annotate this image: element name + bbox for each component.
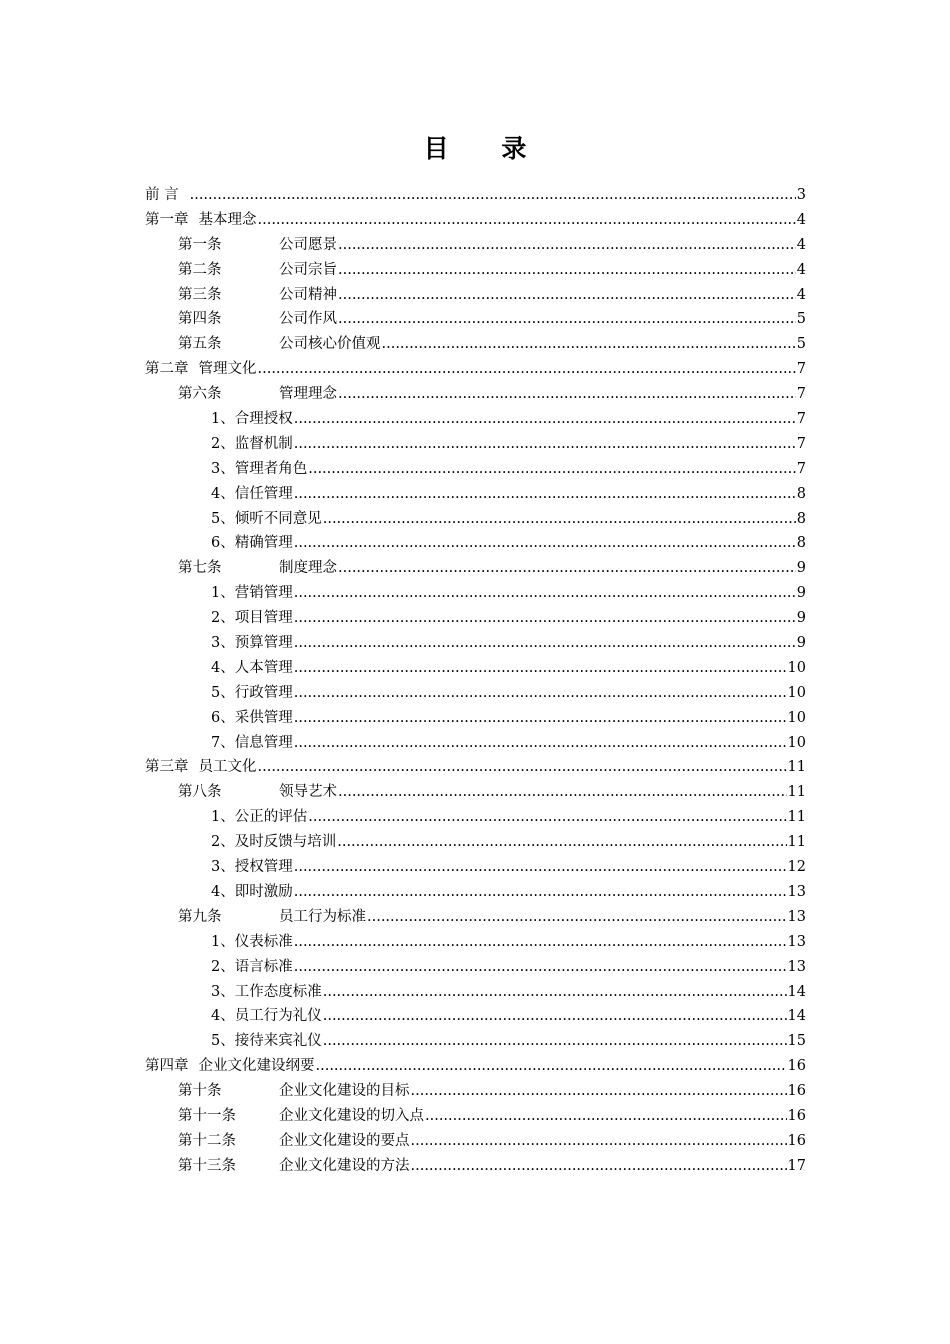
toc-dot-leader <box>258 357 796 382</box>
toc-dot-leader <box>323 1029 787 1054</box>
toc-entry-page-number: 13 <box>787 933 806 950</box>
toc-entry-page-number: 15 <box>787 1033 806 1050</box>
toc-entry[interactable] <box>145 656 806 681</box>
toc-entry[interactable] <box>145 606 806 631</box>
toc-entry-number: 6、 <box>211 709 235 726</box>
toc-entry[interactable] <box>145 706 806 731</box>
toc-entry-label: 员工行为标准 <box>279 908 366 925</box>
toc-entry-page-number: 9 <box>796 610 806 627</box>
toc-entry[interactable] <box>145 283 806 308</box>
toc-entry[interactable] <box>145 880 806 905</box>
toc-entry-label: 行政管理 <box>234 684 293 701</box>
toc-entry-number: 5、 <box>211 1033 235 1050</box>
toc-entry-label: 员工文化 <box>198 759 257 776</box>
toc-entry-label: 监督机制 <box>234 435 293 452</box>
toc-list <box>145 183 806 1179</box>
toc-entry-label: 公司愿景 <box>279 236 337 253</box>
toc-entry-number: 2、 <box>211 834 235 851</box>
toc-entry-number: 4、 <box>211 485 235 502</box>
toc-dot-leader <box>294 407 796 432</box>
toc-entry-number: 2、 <box>211 435 235 452</box>
toc-entry-page-number: 17 <box>787 1157 806 1174</box>
toc-entry-page-number: 4 <box>796 261 806 278</box>
toc-dot-leader <box>294 656 787 681</box>
toc-entry[interactable] <box>145 183 806 208</box>
toc-entry[interactable] <box>145 1029 806 1054</box>
toc-entry-number: 第七条 <box>178 560 222 577</box>
toc-entry-number: 1、 <box>211 585 235 602</box>
toc-entry-label: 合理授权 <box>234 411 293 428</box>
toc-dot-leader <box>338 382 796 407</box>
toc-entry-label: 即时激励 <box>234 883 293 900</box>
toc-dot-leader <box>294 955 787 980</box>
toc-dot-leader <box>294 531 796 556</box>
toc-entry-page-number: 11 <box>787 834 806 851</box>
toc-entry[interactable] <box>145 507 806 532</box>
toc-entry-number: 5、 <box>211 510 235 527</box>
toc-entry-label: 管理文化 <box>198 361 257 378</box>
toc-entry-label: 倾听不同意见 <box>234 510 322 527</box>
toc-entry[interactable] <box>145 1129 806 1154</box>
toc-dot-leader <box>337 830 786 855</box>
toc-entry-label: 公司宗旨 <box>279 261 337 278</box>
toc-entry[interactable] <box>145 731 806 756</box>
toc-entry[interactable] <box>145 955 806 980</box>
toc-entry[interactable] <box>145 307 806 332</box>
toc-entry-page-number: 7 <box>796 435 806 452</box>
toc-entry-number: 第五条 <box>178 336 222 353</box>
toc-entry-label: 员工行为礼仪 <box>234 1008 322 1025</box>
toc-entry[interactable] <box>145 1154 806 1179</box>
toc-entry[interactable] <box>145 208 806 233</box>
toc-entry-page-number: 14 <box>787 1008 806 1025</box>
toc-entry-label: 及时反馈与培训 <box>234 834 337 851</box>
toc-entry-number: 7、 <box>211 734 235 751</box>
toc-entry[interactable] <box>145 556 806 581</box>
toc-entry-number: 4、 <box>211 1008 235 1025</box>
toc-entry-page-number: 7 <box>796 411 806 428</box>
toc-entry-page-number: 4 <box>796 286 806 303</box>
toc-entry-number: 2、 <box>211 958 235 975</box>
toc-dot-leader <box>294 930 787 955</box>
toc-entry-number: 3、 <box>211 635 235 652</box>
toc-dot-leader <box>338 780 787 805</box>
toc-dot-leader <box>367 905 787 930</box>
toc-entry-label: 授权管理 <box>234 859 293 876</box>
toc-entry-label: 企业文化建设的要点 <box>279 1132 410 1149</box>
toc-entry-label: 企业文化建设的切入点 <box>279 1107 424 1124</box>
toc-entry-label: 管理理念 <box>279 386 337 403</box>
toc-entry-page-number: 10 <box>787 709 806 726</box>
toc-entry-label: 企业文化建设的方法 <box>279 1157 410 1174</box>
toc-entry-label: 信任管理 <box>234 485 293 502</box>
toc-dot-leader <box>294 706 787 731</box>
toc-dot-leader <box>338 556 796 581</box>
toc-dot-leader <box>316 1054 787 1079</box>
toc-entry-number: 第三条 <box>178 286 222 303</box>
toc-entry[interactable] <box>145 233 806 258</box>
toc-dot-leader <box>258 755 787 780</box>
toc-dot-leader <box>411 1129 787 1154</box>
toc-entry-number: 前 言 <box>145 187 179 203</box>
toc-entry-label: 企业文化建设的目标 <box>279 1083 410 1100</box>
toc-entry-label: 企业文化建设纲要 <box>198 1058 315 1075</box>
toc-entry-page-number: 3 <box>796 187 806 203</box>
toc-dot-leader <box>294 855 787 880</box>
toc-entry[interactable] <box>145 930 806 955</box>
toc-dot-leader <box>338 307 796 332</box>
toc-title: 目 录 <box>423 134 549 163</box>
toc-entry-page-number: 16 <box>787 1058 806 1075</box>
toc-entry[interactable] <box>145 258 806 283</box>
toc-dot-leader <box>294 681 787 706</box>
toc-dot-leader <box>338 283 796 308</box>
toc-entry-page-number: 10 <box>787 734 806 751</box>
toc-entry-page-number: 16 <box>787 1132 806 1149</box>
toc-entry-number: 4、 <box>211 883 235 900</box>
toc-entry-number: 第一条 <box>178 236 222 253</box>
toc-entry[interactable] <box>145 581 806 606</box>
toc-entry-page-number: 16 <box>787 1107 806 1124</box>
toc-dot-leader <box>294 581 796 606</box>
toc-entry-label: 语言标准 <box>234 958 293 975</box>
toc-entry-label: 预算管理 <box>234 635 293 652</box>
toc-entry-number: 1、 <box>211 809 235 826</box>
toc-entry[interactable] <box>145 457 806 482</box>
toc-entry-page-number: 10 <box>787 684 806 701</box>
toc-entry-page-number: 13 <box>787 908 806 925</box>
toc-entry[interactable] <box>145 1004 806 1029</box>
toc-entry[interactable] <box>145 1079 806 1104</box>
toc-entry-label: 营销管理 <box>234 585 293 602</box>
toc-entry-number: 第九条 <box>178 908 222 925</box>
toc-entry-number: 5、 <box>211 684 235 701</box>
toc-entry[interactable] <box>145 482 806 507</box>
toc-entry-page-number: 9 <box>796 635 806 652</box>
toc-entry-number: 第六条 <box>178 386 222 403</box>
toc-entry[interactable] <box>145 1054 806 1079</box>
toc-dot-leader <box>190 183 796 208</box>
toc-dot-leader <box>294 482 796 507</box>
toc-dot-leader <box>294 880 787 905</box>
toc-entry[interactable] <box>145 755 806 780</box>
toc-entry[interactable] <box>145 780 806 805</box>
toc-entry-label: 基本理念 <box>198 211 257 228</box>
toc-entry-number: 第十一条 <box>178 1107 236 1124</box>
toc-entry-number: 3、 <box>211 859 235 876</box>
toc-entry-page-number: 16 <box>787 1083 806 1100</box>
toc-entry-number: 第一章 <box>145 211 189 228</box>
toc-entry-number: 1、 <box>211 411 235 428</box>
toc-entry-number: 第十条 <box>178 1083 222 1100</box>
toc-entry[interactable] <box>145 980 806 1005</box>
toc-entry-page-number: 14 <box>787 983 806 1000</box>
toc-entry-page-number: 11 <box>787 759 806 776</box>
toc-entry-page-number: 7 <box>796 460 806 477</box>
toc-entry-page-number: 13 <box>787 958 806 975</box>
toc-entry-page-number: 13 <box>787 883 806 900</box>
toc-entry[interactable] <box>145 855 806 880</box>
toc-entry-page-number: 8 <box>796 510 806 527</box>
toc-entry-page-number: 12 <box>787 859 806 876</box>
toc-dot-leader <box>294 606 796 631</box>
toc-entry-label: 公司核心价值观 <box>279 336 381 353</box>
toc-entry[interactable] <box>145 332 806 357</box>
toc-entry-number: 第十三条 <box>178 1157 236 1174</box>
toc-entry[interactable] <box>145 1104 806 1129</box>
toc-entry-number: 6、 <box>211 535 235 552</box>
toc-dot-leader <box>308 457 796 482</box>
toc-dot-leader <box>425 1104 787 1129</box>
toc-dot-leader <box>411 1079 787 1104</box>
toc-entry-label: 仪表标准 <box>234 933 293 950</box>
toc-entry[interactable] <box>145 531 806 556</box>
toc-entry-number: 3、 <box>211 983 235 1000</box>
toc-dot-leader <box>308 805 786 830</box>
toc-entry-label: 工作态度标准 <box>234 983 322 1000</box>
toc-entry-number: 第四章 <box>145 1058 189 1075</box>
toc-entry-number: 第十二条 <box>178 1132 236 1149</box>
toc-entry-page-number: 8 <box>796 485 806 502</box>
toc-entry-label: 项目管理 <box>234 610 293 627</box>
toc-entry-label: 人本管理 <box>234 659 293 676</box>
toc-entry-page-number: 7 <box>796 361 806 378</box>
toc-entry-page-number: 9 <box>796 560 806 577</box>
toc-dot-leader <box>338 258 796 283</box>
toc-entry-page-number: 10 <box>787 659 806 676</box>
toc-entry-label: 信息管理 <box>234 734 293 751</box>
toc-entry-label: 公司精神 <box>279 286 337 303</box>
toc-entry-page-number: 4 <box>796 236 806 253</box>
toc-entry-page-number: 5 <box>796 336 806 353</box>
toc-dot-leader <box>323 507 796 532</box>
toc-dot-leader <box>294 432 796 457</box>
toc-entry-number: 3、 <box>211 460 235 477</box>
toc-entry-page-number: 11 <box>787 809 806 826</box>
toc-entry-number: 2、 <box>211 610 235 627</box>
toc-dot-leader <box>323 1004 787 1029</box>
toc-entry[interactable] <box>145 432 806 457</box>
toc-entry-page-number: 5 <box>796 311 806 328</box>
toc-entry-number: 第三章 <box>145 759 189 776</box>
toc-dot-leader <box>323 980 787 1005</box>
toc-entry-label: 精确管理 <box>234 535 293 552</box>
toc-entry-number: 第二章 <box>145 361 189 378</box>
toc-entry[interactable] <box>145 382 806 407</box>
toc-entry-number: 1、 <box>211 933 235 950</box>
toc-entry-label: 公司作风 <box>279 311 337 328</box>
toc-dot-leader <box>294 731 787 756</box>
toc-entry-page-number: 9 <box>796 585 806 602</box>
toc-entry-label: 公正的评估 <box>234 809 308 826</box>
toc-entry-label: 管理者角色 <box>234 460 308 477</box>
toc-dot-leader <box>338 233 796 258</box>
toc-entry-number: 4、 <box>211 659 235 676</box>
toc-entry-page-number: 4 <box>796 211 806 228</box>
toc-entry-label: 采供管理 <box>234 709 293 726</box>
toc-entry[interactable] <box>145 681 806 706</box>
toc-entry[interactable] <box>145 830 806 855</box>
toc-dot-leader <box>382 332 796 357</box>
toc-dot-leader <box>411 1154 787 1179</box>
toc-entry-label: 制度理念 <box>279 560 337 577</box>
toc-entry-label: 接待来宾礼仪 <box>234 1033 322 1050</box>
toc-entry-number: 第二条 <box>178 261 222 278</box>
toc-dot-leader <box>258 208 796 233</box>
toc-entry[interactable] <box>145 805 806 830</box>
toc-entry-page-number: 11 <box>787 784 806 801</box>
toc-entry[interactable] <box>145 905 806 930</box>
toc-entry-page-number: 7 <box>796 386 806 403</box>
toc-entry[interactable] <box>145 357 806 382</box>
toc-entry[interactable] <box>145 407 806 432</box>
toc-dot-leader <box>294 631 796 656</box>
toc-entry-number: 第四条 <box>178 311 222 328</box>
toc-entry[interactable] <box>145 631 806 656</box>
toc-entry-label: 领导艺术 <box>279 784 337 801</box>
toc-entry-number: 第八条 <box>178 784 222 801</box>
toc-entry-page-number: 8 <box>796 535 806 552</box>
